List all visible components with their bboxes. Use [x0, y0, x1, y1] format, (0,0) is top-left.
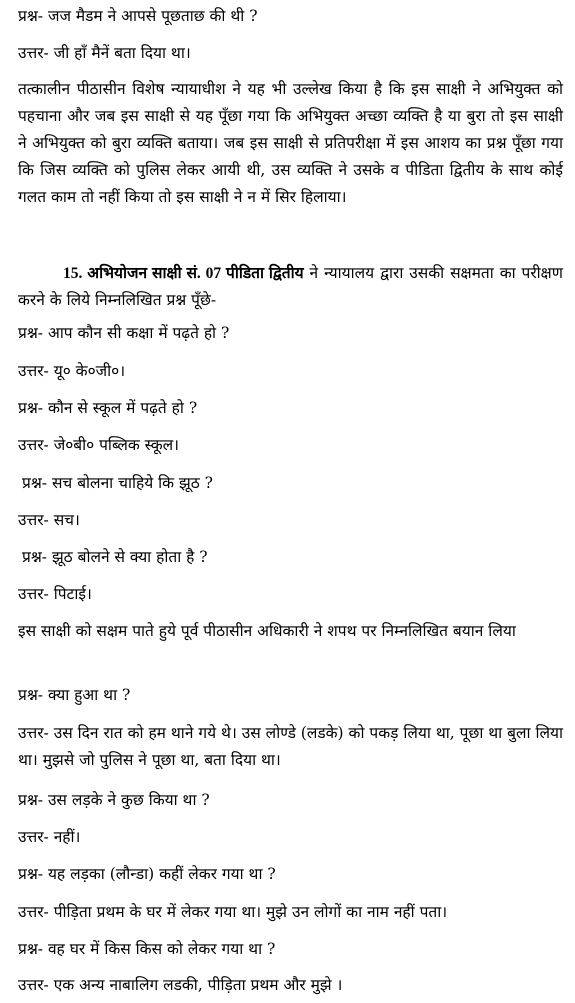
answer-line: उत्तर- जी हाँ मैनें बता दिया था।	[18, 44, 191, 62]
answer-line: उत्तर- पीड़िता प्रथम के घर में लेकर गया था। मुझे उन लोगों का नाम नहीं पता।	[18, 903, 448, 921]
question-line: प्रश्न- उस लड़के ने कुछ किया था ?	[18, 791, 210, 809]
question-line: प्रश्न- सच बोलना चाहिये कि झूठ ?	[22, 474, 213, 492]
paragraph-witness-07	[18, 260, 563, 314]
question-line: प्रश्न- वह घर में किस किस को लेकर गया था ?	[18, 940, 276, 958]
answer-line: उत्तर- सच।	[18, 511, 80, 529]
question-line: प्रश्न- जज मैडम ने आपसे पूछताछ की थी ?	[18, 7, 258, 25]
question-line: प्रश्न- झूठ बोलने से क्या होता है ?	[22, 548, 208, 566]
question-line: प्रश्न- कौन से स्कूल में पढ़ते हो ?	[18, 399, 198, 417]
question-line: प्रश्न- आप कौन सी कक्षा में पढ़ते हो ?	[18, 324, 230, 342]
paragraph-oath-statement: इस साक्षी को सक्षम पाते हुये पूर्व पीठासीन अधिकारी ने शपथ पर निम्नलिखित बयान लिया	[18, 622, 516, 640]
answer-line: उत्तर- पिटाई।	[18, 585, 92, 603]
answer-line: उत्तर- नहीं।	[18, 828, 81, 846]
answer-line: उत्तर- जे०बी० पब्लिक स्कूल।	[18, 436, 179, 454]
answer-line: उत्तर- यू० के०जी०।	[18, 362, 126, 380]
answer-line: उत्तर- एक अन्य नाबालिग लडकी, पीड़िता प्रथम और मुझे ।	[18, 976, 343, 994]
question-line: प्रश्न- क्या हुआ था ?	[18, 686, 131, 704]
paragraph-text: ने न्यायालय द्वारा उसकी सक्षमता का परीक्षण करने के लिये निम्नलिखित प्रश्न पूँछे-	[18, 264, 564, 309]
section-heading: 15. अभियोजन साक्षी सं. 07 पीडिता द्वितीय	[63, 265, 304, 282]
paragraph-judge-observation: तत्कालीन पीठासीन विशेष न्यायाधीश ने यह भी उल्लेख किया है कि इस साक्षी ने अभियुक्त को पहचाना और जब इस साक्षी से यह पूँछा गया कि अभियुक्त अच्छा व्यक्ति है या बुरा तो इस साक्षी ने अभियुक्त को बुरा व्यक्ति बताया। जब इस साक्षी से प्रतिपरीक्षा में इस आशय का प्रश्न पूँछा गया कि जिस व्यक्ति को पुलिस लेकर आयी थी, उस व्यक्ति ने उसके व पीडिता द्वितीय के साथ कोई गलत काम तो नहीं किया तो इस साक्षी ने न में सिर हिलाया।	[18, 80, 563, 206]
paragraph-answer-night: उत्तर- उस दिन रात को हम थाने गये थे। उस लोण्डे (लडके) को पकड़ लिया था, पूछा था बुला लिया था। मुझसे जो पुलिस ने पूछा था, बता दिया था।	[18, 724, 563, 769]
question-line: प्रश्न- यह लड़का (लौन्डा) कहीं लेकर गया था ?	[18, 865, 276, 883]
